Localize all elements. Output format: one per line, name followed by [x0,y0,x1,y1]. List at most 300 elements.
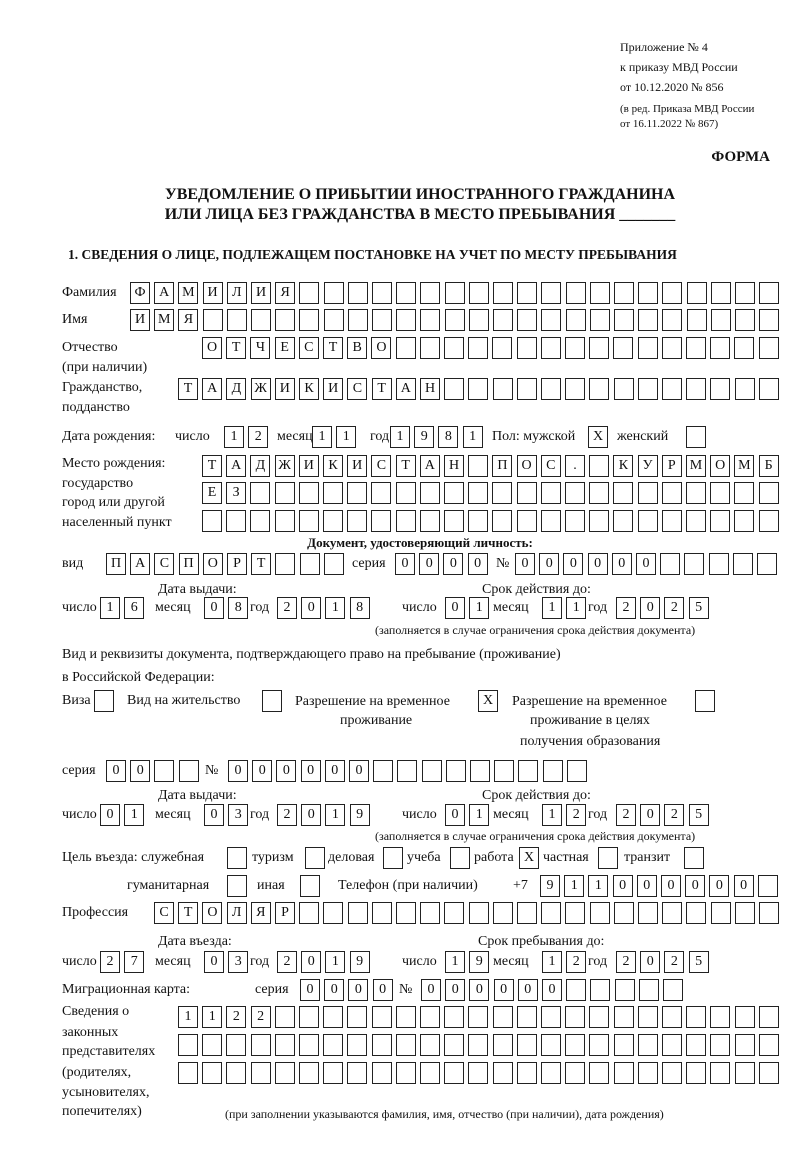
char-box-reps-row2[interactable] [299,1034,319,1056]
char-box-migration-series[interactable]: 0 [373,979,393,1001]
char-box-name[interactable] [687,309,707,331]
char-box-permit-series[interactable]: 0 [106,760,126,782]
char-box-citizenship[interactable] [565,378,585,400]
char-box-id-issue-month[interactable]: 8 [228,597,248,619]
char-box-surname[interactable] [687,282,707,304]
char-box-permit-issue-year[interactable]: 1 [325,804,345,826]
char-box-birthplace-row1[interactable]: . [565,455,585,477]
char-box-reps-row1[interactable]: 2 [251,1006,271,1028]
char-box-reps-row1[interactable]: 2 [226,1006,246,1028]
char-box-reps-row1[interactable] [396,1006,416,1028]
char-box-patronymic[interactable] [541,337,561,359]
char-box-citizenship[interactable]: И [275,378,295,400]
char-box-reps-row3[interactable] [444,1062,464,1084]
char-box-phone[interactable]: 0 [637,875,657,897]
char-box-permit-issue-day[interactable]: 0 [100,804,120,826]
char-box-reps-row2[interactable] [226,1034,246,1056]
char-box-birthplace-row2[interactable] [323,482,343,504]
char-box-citizenship[interactable]: Т [372,378,392,400]
char-box-reps-row2[interactable] [372,1034,392,1056]
char-box-name[interactable] [227,309,247,331]
char-box-birthplace-row1[interactable]: Н [444,455,464,477]
char-box-id-number[interactable]: 0 [612,553,632,575]
char-box-permit-valid-month[interactable]: 2 [566,804,586,826]
char-box-birthplace-row2[interactable] [420,482,440,504]
char-box-surname[interactable] [590,282,610,304]
char-box-permit-valid-month[interactable]: 1 [542,804,562,826]
char-box-reps-row3[interactable] [589,1062,609,1084]
char-box-reps-row3[interactable] [686,1062,706,1084]
char-box-permit-series[interactable] [154,760,174,782]
char-box-surname[interactable] [735,282,755,304]
char-box-birthplace-row1[interactable] [589,455,609,477]
char-box-birthplace-row2[interactable] [396,482,416,504]
char-box-permit-number[interactable]: 0 [349,760,369,782]
char-box-surname[interactable] [638,282,658,304]
char-box-reps-row2[interactable] [444,1034,464,1056]
char-box-id-issue-month[interactable]: 0 [204,597,224,619]
char-box-reps-row3[interactable] [565,1062,585,1084]
char-box-profession[interactable] [469,902,489,924]
char-box-id-kind[interactable] [324,553,344,575]
char-box-surname[interactable] [420,282,440,304]
checkbox-purpose-tourism[interactable] [305,847,325,869]
char-box-patronymic[interactable] [517,337,537,359]
char-box-id-valid-year[interactable]: 0 [640,597,660,619]
char-box-profession[interactable] [348,902,368,924]
char-box-citizenship[interactable]: А [396,378,416,400]
char-box-birthplace-row2[interactable] [541,482,561,504]
char-box-surname[interactable] [445,282,465,304]
char-box-name[interactable] [348,309,368,331]
char-box-citizenship[interactable] [686,378,706,400]
char-box-patronymic[interactable] [662,337,682,359]
char-box-birthplace-row1[interactable]: Д [250,455,270,477]
char-box-reps-row1[interactable] [686,1006,706,1028]
char-box-id-valid-day[interactable]: 1 [469,597,489,619]
char-box-reps-row3[interactable] [275,1062,295,1084]
char-box-name[interactable] [638,309,658,331]
char-box-id-number[interactable] [684,553,704,575]
char-box-reps-row1[interactable] [541,1006,561,1028]
char-box-reps-row2[interactable] [735,1034,755,1056]
char-box-id-issue-year[interactable]: 2 [277,597,297,619]
char-box-profession[interactable] [420,902,440,924]
char-box-name[interactable] [372,309,392,331]
checkbox-purpose-humanitarian[interactable] [227,875,247,897]
char-box-reps-row1[interactable] [565,1006,585,1028]
char-box-permit-valid-day[interactable]: 0 [445,804,465,826]
char-box-name[interactable] [590,309,610,331]
char-box-citizenship[interactable]: Ж [251,378,271,400]
char-box-reps-row2[interactable] [541,1034,561,1056]
char-box-birthplace-row1[interactable]: К [323,455,343,477]
char-box-phone[interactable]: 1 [564,875,584,897]
char-box-id-number[interactable]: 0 [539,553,559,575]
char-box-surname[interactable] [541,282,561,304]
char-box-permit-issue-month[interactable]: 3 [228,804,248,826]
checkbox-temp-res[interactable]: X [478,690,498,712]
char-box-id-issue-year[interactable]: 1 [325,597,345,619]
char-box-surname[interactable] [566,282,586,304]
char-box-patronymic[interactable]: О [371,337,391,359]
char-box-profession[interactable]: Я [251,902,271,924]
char-box-surname[interactable] [372,282,392,304]
char-box-migration-number[interactable]: 0 [421,979,441,1001]
char-box-patronymic[interactable] [686,337,706,359]
char-box-birth-day[interactable]: 1 [224,426,244,448]
char-box-birthplace-row3[interactable] [686,510,706,532]
char-box-name[interactable] [614,309,634,331]
char-box-reps-row3[interactable] [710,1062,730,1084]
char-box-permit-number[interactable]: 0 [228,760,248,782]
char-box-surname[interactable]: И [203,282,223,304]
char-box-profession[interactable] [444,902,464,924]
char-box-entry-year[interactable]: 0 [301,951,321,973]
char-box-id-number[interactable] [660,553,680,575]
char-box-surname[interactable]: А [154,282,174,304]
char-box-name[interactable] [566,309,586,331]
char-box-birthplace-row2[interactable] [299,482,319,504]
char-box-birthplace-row3[interactable] [662,510,682,532]
char-box-id-kind[interactable]: Р [227,553,247,575]
char-box-profession[interactable]: С [154,902,174,924]
char-box-name[interactable]: И [130,309,150,331]
char-box-birthplace-row1[interactable]: М [686,455,706,477]
char-box-name[interactable] [541,309,561,331]
char-box-birthplace-row3[interactable] [226,510,246,532]
char-box-reps-row3[interactable] [299,1062,319,1084]
char-box-reps-row1[interactable] [735,1006,755,1028]
char-box-surname[interactable]: Я [275,282,295,304]
char-box-migration-number[interactable] [590,979,610,1001]
char-box-name[interactable] [275,309,295,331]
char-box-birthplace-row1[interactable]: И [347,455,367,477]
char-box-reps-row1[interactable] [493,1006,513,1028]
char-box-birthplace-row3[interactable] [323,510,343,532]
char-box-birth-month[interactable]: 1 [336,426,356,448]
char-box-reps-row2[interactable] [589,1034,609,1056]
char-box-migration-number[interactable] [663,979,683,1001]
char-box-permit-issue-day[interactable]: 1 [124,804,144,826]
char-box-phone[interactable]: 0 [661,875,681,897]
char-box-profession[interactable] [517,902,537,924]
char-box-permit-number[interactable]: 0 [325,760,345,782]
char-box-citizenship[interactable] [589,378,609,400]
char-box-citizenship[interactable] [710,378,730,400]
char-box-citizenship[interactable] [444,378,464,400]
char-box-reps-row3[interactable] [638,1062,658,1084]
char-box-profession[interactable]: Т [178,902,198,924]
char-box-birthplace-row3[interactable] [492,510,512,532]
char-box-citizenship[interactable] [638,378,658,400]
char-box-reps-row1[interactable]: 1 [178,1006,198,1028]
char-box-birthplace-row3[interactable] [613,510,633,532]
char-box-phone[interactable]: 1 [588,875,608,897]
char-box-entry-day[interactable]: 2 [100,951,120,973]
char-box-name[interactable] [299,309,319,331]
char-box-citizenship[interactable]: Т [178,378,198,400]
char-box-reps-row3[interactable] [493,1062,513,1084]
char-box-id-kind[interactable]: А [130,553,150,575]
char-box-migration-number[interactable] [639,979,659,1001]
char-box-reps-row3[interactable] [226,1062,246,1084]
char-box-profession[interactable] [735,902,755,924]
char-box-reps-row1[interactable] [323,1006,343,1028]
char-box-birth-year[interactable]: 9 [414,426,434,448]
char-box-birthplace-row1[interactable]: С [541,455,561,477]
char-box-permit-number[interactable] [397,760,417,782]
char-box-id-kind[interactable]: П [179,553,199,575]
char-box-reps-row3[interactable] [202,1062,222,1084]
char-box-id-valid-month[interactable]: 1 [566,597,586,619]
char-box-birthplace-row1[interactable] [468,455,488,477]
char-box-id-number[interactable]: 0 [588,553,608,575]
char-box-migration-series[interactable]: 0 [300,979,320,1001]
char-box-id-valid-day[interactable]: 0 [445,597,465,619]
char-box-birthplace-row2[interactable] [613,482,633,504]
char-box-citizenship[interactable] [662,378,682,400]
char-box-id-series[interactable]: 0 [443,553,463,575]
char-box-birthplace-row1[interactable]: И [299,455,319,477]
checkbox-temp-edu[interactable] [695,690,715,712]
char-box-birthplace-row3[interactable] [250,510,270,532]
char-box-reps-row1[interactable] [275,1006,295,1028]
char-box-name[interactable] [662,309,682,331]
checkbox-residence[interactable] [262,690,282,712]
char-box-reps-row2[interactable] [565,1034,585,1056]
checkbox-purpose-work[interactable]: X [519,847,539,869]
char-box-permit-number[interactable] [494,760,514,782]
char-box-birthplace-row3[interactable] [275,510,295,532]
char-box-permit-issue-year[interactable]: 0 [301,804,321,826]
char-box-surname[interactable] [396,282,416,304]
char-box-migration-number[interactable] [566,979,586,1001]
char-box-migration-number[interactable]: 0 [469,979,489,1001]
char-box-birthplace-row2[interactable] [275,482,295,504]
char-box-profession[interactable] [638,902,658,924]
char-box-reps-row2[interactable] [517,1034,537,1056]
char-box-name[interactable] [469,309,489,331]
char-box-reps-row1[interactable] [710,1006,730,1028]
checkbox-purpose-private[interactable] [598,847,618,869]
char-box-birthplace-row1[interactable]: А [420,455,440,477]
char-box-reps-row2[interactable] [493,1034,513,1056]
char-box-patronymic[interactable] [565,337,585,359]
char-box-reps-row2[interactable] [686,1034,706,1056]
char-box-migration-series[interactable]: 0 [324,979,344,1001]
char-box-permit-number[interactable] [446,760,466,782]
char-box-id-series[interactable]: 0 [419,553,439,575]
char-box-surname[interactable] [493,282,513,304]
checkbox-purpose-other[interactable] [300,875,320,897]
char-box-permit-issue-month[interactable]: 0 [204,804,224,826]
char-box-name[interactable] [420,309,440,331]
checkbox-visa[interactable] [94,690,114,712]
char-box-profession[interactable] [711,902,731,924]
char-box-id-issue-day[interactable]: 1 [100,597,120,619]
char-box-birthplace-row2[interactable] [444,482,464,504]
char-box-patronymic[interactable]: Ч [250,337,270,359]
char-box-citizenship[interactable] [468,378,488,400]
char-box-reps-row1[interactable] [420,1006,440,1028]
char-box-patronymic[interactable] [638,337,658,359]
char-box-birthplace-row1[interactable]: О [517,455,537,477]
char-box-birthplace-row2[interactable] [517,482,537,504]
char-box-reps-row1[interactable] [517,1006,537,1028]
char-box-migration-number[interactable]: 0 [445,979,465,1001]
char-box-reps-row3[interactable] [541,1062,561,1084]
char-box-name[interactable] [711,309,731,331]
char-box-name[interactable]: Я [178,309,198,331]
char-box-id-number[interactable] [757,553,777,575]
char-box-birthplace-row3[interactable] [299,510,319,532]
char-box-reps-row3[interactable] [347,1062,367,1084]
char-box-permit-number[interactable] [373,760,393,782]
char-box-id-valid-year[interactable]: 2 [616,597,636,619]
char-box-birthplace-row1[interactable]: Т [396,455,416,477]
char-box-birthplace-row2[interactable] [638,482,658,504]
char-box-birthplace-row3[interactable] [347,510,367,532]
char-box-id-valid-year[interactable]: 2 [664,597,684,619]
char-box-phone[interactable] [758,875,778,897]
char-box-patronymic[interactable] [734,337,754,359]
char-box-profession[interactable] [686,902,706,924]
char-box-name[interactable]: М [154,309,174,331]
char-box-entry-year[interactable]: 1 [325,951,345,973]
char-box-phone[interactable]: 0 [685,875,705,897]
char-box-birthplace-row1[interactable]: Ж [275,455,295,477]
char-box-permit-number[interactable]: 0 [276,760,296,782]
char-box-reps-row3[interactable] [662,1062,682,1084]
char-box-profession[interactable] [565,902,585,924]
char-box-reps-row2[interactable] [662,1034,682,1056]
char-box-birthplace-row1[interactable]: У [638,455,658,477]
checkbox-purpose-official[interactable] [227,847,247,869]
char-box-citizenship[interactable] [759,378,779,400]
char-box-birthplace-row2[interactable] [759,482,779,504]
char-box-stay-year[interactable]: 5 [689,951,709,973]
char-box-id-kind[interactable]: П [106,553,126,575]
char-box-id-kind[interactable]: Т [251,553,271,575]
char-box-birthplace-row1[interactable]: Р [662,455,682,477]
checkbox-sex-male[interactable]: X [588,426,608,448]
char-box-surname[interactable]: Ф [130,282,150,304]
char-box-profession[interactable]: Л [227,902,247,924]
char-box-birthplace-row2[interactable] [250,482,270,504]
char-box-surname[interactable]: М [178,282,198,304]
char-box-name[interactable] [735,309,755,331]
char-box-reps-row3[interactable] [420,1062,440,1084]
char-box-surname[interactable] [469,282,489,304]
char-box-birthplace-row3[interactable] [444,510,464,532]
char-box-birthplace-row1[interactable]: К [613,455,633,477]
char-box-migration-number[interactable]: 0 [542,979,562,1001]
char-box-stay-year[interactable]: 0 [640,951,660,973]
char-box-birthplace-row3[interactable] [638,510,658,532]
char-box-birthplace-row3[interactable] [759,510,779,532]
checkbox-purpose-transit[interactable] [684,847,704,869]
char-box-birthplace-row3[interactable] [565,510,585,532]
char-box-reps-row2[interactable] [759,1034,779,1056]
char-box-surname[interactable] [299,282,319,304]
char-box-surname[interactable]: Л [227,282,247,304]
char-box-birthplace-row2[interactable] [565,482,585,504]
char-box-permit-series[interactable] [179,760,199,782]
checkbox-sex-female[interactable] [686,426,706,448]
char-box-name[interactable] [517,309,537,331]
char-box-birthplace-row2[interactable] [589,482,609,504]
char-box-name[interactable] [203,309,223,331]
char-box-profession[interactable] [590,902,610,924]
char-box-stay-day[interactable]: 1 [445,951,465,973]
char-box-reps-row1[interactable] [759,1006,779,1028]
char-box-reps-row3[interactable] [251,1062,271,1084]
char-box-phone[interactable]: 0 [613,875,633,897]
char-box-reps-row3[interactable] [468,1062,488,1084]
char-box-profession[interactable] [662,902,682,924]
char-box-reps-row2[interactable] [178,1034,198,1056]
char-box-reps-row2[interactable] [251,1034,271,1056]
char-box-reps-row1[interactable] [347,1006,367,1028]
char-box-reps-row2[interactable] [323,1034,343,1056]
char-box-permit-number[interactable] [567,760,587,782]
char-box-reps-row1[interactable] [372,1006,392,1028]
char-box-name[interactable] [396,309,416,331]
char-box-reps-row2[interactable] [420,1034,440,1056]
char-box-migration-number[interactable]: 0 [494,979,514,1001]
char-box-profession[interactable] [299,902,319,924]
char-box-permit-series[interactable]: 0 [130,760,150,782]
char-box-birthplace-row2[interactable] [686,482,706,504]
char-box-reps-row3[interactable] [178,1062,198,1084]
char-box-citizenship[interactable]: К [299,378,319,400]
char-box-citizenship[interactable] [541,378,561,400]
char-box-name[interactable] [324,309,344,331]
checkbox-purpose-business[interactable] [383,847,403,869]
char-box-patronymic[interactable]: Т [323,337,343,359]
char-box-permit-number[interactable] [422,760,442,782]
char-box-birth-day[interactable]: 2 [248,426,268,448]
char-box-entry-month[interactable]: 0 [204,951,224,973]
char-box-id-kind[interactable]: О [203,553,223,575]
char-box-reps-row1[interactable] [662,1006,682,1028]
char-box-birthplace-row3[interactable] [589,510,609,532]
char-box-patronymic[interactable]: О [202,337,222,359]
char-box-id-number[interactable]: 0 [636,553,656,575]
char-box-profession[interactable] [396,902,416,924]
char-box-reps-row3[interactable] [735,1062,755,1084]
char-box-profession[interactable] [372,902,392,924]
char-box-reps-row1[interactable] [299,1006,319,1028]
char-box-reps-row2[interactable] [347,1034,367,1056]
char-box-birth-year[interactable]: 1 [390,426,410,448]
char-box-birthplace-row3[interactable] [541,510,561,532]
char-box-entry-year[interactable]: 2 [277,951,297,973]
char-box-stay-year[interactable]: 2 [616,951,636,973]
char-box-surname[interactable] [711,282,731,304]
char-box-birthplace-row2[interactable]: З [226,482,246,504]
char-box-profession[interactable]: О [202,902,222,924]
char-box-id-issue-year[interactable]: 8 [350,597,370,619]
char-box-permit-number[interactable]: 0 [252,760,272,782]
char-box-birthplace-row3[interactable] [734,510,754,532]
char-box-profession[interactable] [493,902,513,924]
char-box-birthplace-row3[interactable] [420,510,440,532]
char-box-surname[interactable] [348,282,368,304]
char-box-birthplace-row3[interactable] [517,510,537,532]
char-box-entry-month[interactable]: 3 [228,951,248,973]
